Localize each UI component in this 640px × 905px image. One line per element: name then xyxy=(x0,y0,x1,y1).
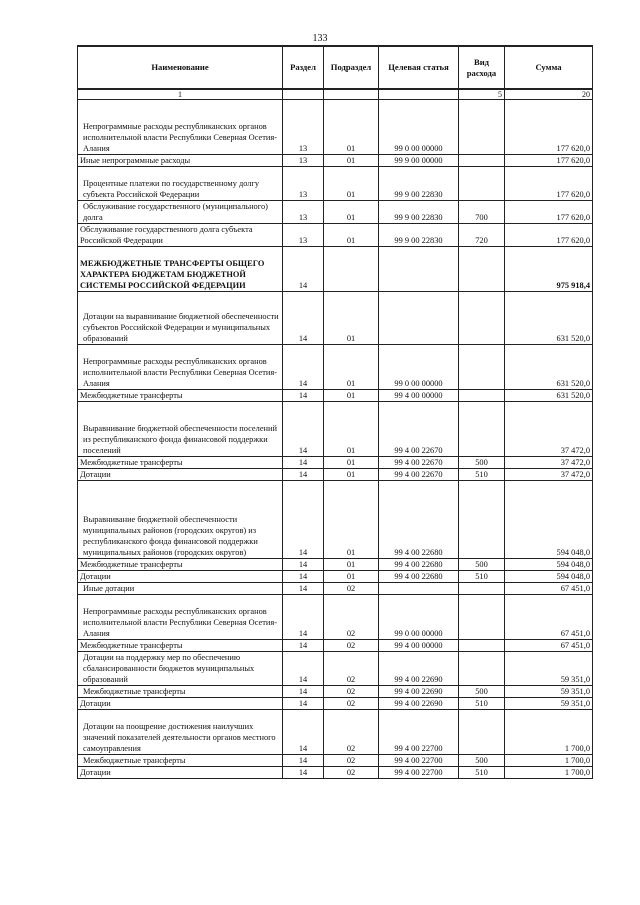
row-target-cell: 99 0 00 00000 xyxy=(379,595,459,640)
table-row xyxy=(78,469,593,481)
row-target-cell xyxy=(379,292,459,345)
row-name-cell: Обслуживание государственного (муниципального) долга xyxy=(78,201,283,224)
row-target-cell: 99 4 00 22690 xyxy=(379,686,459,698)
row-name-cell: Выравнивание бюджетной обеспеченности муниципальных районов (городских округов) из республиканского фонда финансовой поддержки муниципальных районов (городских округов) xyxy=(78,481,283,559)
table-row xyxy=(78,224,593,247)
row-target-cell: 99 0 00 00000 xyxy=(379,100,459,155)
row-subsection-cell: 02 xyxy=(324,686,379,698)
table-row xyxy=(78,755,593,767)
row-sum-cell: 594 048,0 xyxy=(505,481,593,559)
row-subsection-cell: 02 xyxy=(324,710,379,755)
row-target-cell: 99 0 00 00000 xyxy=(379,345,459,390)
row-target-cell: 99 4 00 00000 xyxy=(379,390,459,402)
row-target-cell xyxy=(379,247,459,292)
header-target: Целевая статья xyxy=(379,46,459,89)
header-section: Раздел xyxy=(283,46,324,89)
row-sum-cell: 631 520,0 xyxy=(505,345,593,390)
table-row xyxy=(78,710,593,755)
numbering-cell: 5 xyxy=(459,89,505,100)
row-type-cell xyxy=(459,595,505,640)
row-section-cell: 14 xyxy=(283,390,324,402)
row-subsection-cell: 01 xyxy=(324,402,379,457)
row-type-cell: 720 xyxy=(459,224,505,247)
row-target-cell: 99 4 00 22690 xyxy=(379,652,459,686)
header-row xyxy=(78,46,593,89)
table-row xyxy=(78,559,593,571)
row-name-cell: Непрограммные расходы республиканских органов исполнительной власти Республики Северная Осетия-Алания xyxy=(78,595,283,640)
numbering-cell xyxy=(283,89,324,100)
row-subsection-cell: 01 xyxy=(324,571,379,583)
table-row xyxy=(78,698,593,710)
row-sum-cell: 1 700,0 xyxy=(505,710,593,755)
row-type-cell xyxy=(459,247,505,292)
row-subsection-cell: 01 xyxy=(324,559,379,571)
row-type-cell xyxy=(459,345,505,390)
row-name-cell: Дотации xyxy=(78,469,283,481)
row-section-cell: 14 xyxy=(283,402,324,457)
row-sum-cell: 594 048,0 xyxy=(505,559,593,571)
row-section-cell: 14 xyxy=(283,247,324,292)
row-type-cell xyxy=(459,710,505,755)
row-subsection-cell: 01 xyxy=(324,481,379,559)
row-section-cell: 14 xyxy=(283,481,324,559)
row-name-cell: Дотации на выравнивание бюджетной обеспеченности субъектов Российской Федерации и муниципальных образований xyxy=(78,292,283,345)
row-type-cell: 510 xyxy=(459,571,505,583)
row-target-cell: 99 4 00 22680 xyxy=(379,571,459,583)
table-row xyxy=(78,345,593,390)
table-row xyxy=(78,571,593,583)
row-name-cell: Дотации xyxy=(78,767,283,779)
header-sum: Сумма xyxy=(505,46,593,89)
row-subsection-cell: 02 xyxy=(324,698,379,710)
row-target-cell: 99 4 00 22670 xyxy=(379,469,459,481)
row-sum-cell: 67 451,0 xyxy=(505,583,593,595)
header-subsection: Подраздел xyxy=(324,46,379,89)
row-section-cell: 14 xyxy=(283,686,324,698)
row-name-cell: Межбюджетные трансферты xyxy=(78,559,283,571)
row-type-cell xyxy=(459,640,505,652)
row-section-cell: 14 xyxy=(283,652,324,686)
row-sum-cell: 631 520,0 xyxy=(505,390,593,402)
row-subsection-cell: 02 xyxy=(324,595,379,640)
row-type-cell: 500 xyxy=(459,457,505,469)
row-sum-cell: 594 048,0 xyxy=(505,571,593,583)
numbering-row xyxy=(78,89,593,100)
row-sum-cell: 37 472,0 xyxy=(505,457,593,469)
row-section-cell: 13 xyxy=(283,155,324,167)
row-name-cell: Обслуживание государственного долга субъекта Российской Федерации xyxy=(78,224,283,247)
row-sum-cell: 59 351,0 xyxy=(505,686,593,698)
table-row xyxy=(78,686,593,698)
table-body xyxy=(78,100,593,779)
row-target-cell: 99 4 00 22690 xyxy=(379,698,459,710)
row-type-cell xyxy=(459,292,505,345)
row-sum-cell: 1 700,0 xyxy=(505,767,593,779)
row-subsection-cell: 02 xyxy=(324,583,379,595)
row-sum-cell: 37 472,0 xyxy=(505,469,593,481)
row-type-cell xyxy=(459,481,505,559)
row-name-cell: Непрограммные расходы республиканских органов исполнительной власти Республики Северная Осетия-Алания xyxy=(78,345,283,390)
row-type-cell: 500 xyxy=(459,755,505,767)
table-row xyxy=(78,201,593,224)
table-row xyxy=(78,292,593,345)
row-target-cell: 99 4 00 22700 xyxy=(379,755,459,767)
row-target-cell: 99 4 00 22680 xyxy=(379,481,459,559)
table-row xyxy=(78,100,593,155)
row-target-cell: 99 9 00 22830 xyxy=(379,167,459,201)
row-target-cell xyxy=(379,583,459,595)
row-target-cell: 99 9 00 22830 xyxy=(379,201,459,224)
row-name-cell: Межбюджетные трансферты xyxy=(78,755,283,767)
row-section-cell: 14 xyxy=(283,469,324,481)
row-section-cell: 13 xyxy=(283,201,324,224)
row-section-cell: 14 xyxy=(283,457,324,469)
row-subsection-cell: 01 xyxy=(324,100,379,155)
numbering-cell xyxy=(379,89,459,100)
row-section-cell: 14 xyxy=(283,595,324,640)
numbering-cell xyxy=(324,89,379,100)
row-name-cell: Непрограммные расходы республиканских органов исполнительной власти Республики Северная Осетия-Алания xyxy=(78,100,283,155)
table-row xyxy=(78,247,593,292)
row-subsection-cell: 01 xyxy=(324,457,379,469)
row-name-cell: Межбюджетные трансферты xyxy=(78,390,283,402)
table-row xyxy=(78,481,593,559)
row-sum-cell: 177 620,0 xyxy=(505,100,593,155)
row-section-cell: 14 xyxy=(283,559,324,571)
table-row xyxy=(78,595,593,640)
row-type-cell xyxy=(459,652,505,686)
numbering-cell: 20 xyxy=(505,89,593,100)
table-row xyxy=(78,652,593,686)
row-section-cell: 14 xyxy=(283,767,324,779)
row-name-cell: Дотации xyxy=(78,571,283,583)
row-section-cell: 14 xyxy=(283,292,324,345)
row-subsection-cell: 01 xyxy=(324,155,379,167)
row-name-cell: Выравнивание бюджетной обеспеченности поселений из республиканского фонда финансовой поддержки поселений xyxy=(78,402,283,457)
row-sum-cell: 177 620,0 xyxy=(505,224,593,247)
row-section-cell: 13 xyxy=(283,167,324,201)
row-section-cell: 14 xyxy=(283,345,324,390)
table-row xyxy=(78,767,593,779)
row-name-cell: МЕЖБЮДЖЕТНЫЕ ТРАНСФЕРТЫ ОБЩЕГО ХАРАКТЕРА БЮДЖЕТАМ БЮДЖЕТНОЙ СИСТЕМЫ РОССИЙСКОЙ ФЕДЕРАЦИИ xyxy=(78,247,283,292)
row-type-cell xyxy=(459,100,505,155)
row-section-cell: 14 xyxy=(283,640,324,652)
header-name: Наименование xyxy=(78,46,283,89)
row-sum-cell: 177 620,0 xyxy=(505,167,593,201)
row-name-cell: Межбюджетные трансферты xyxy=(78,457,283,469)
row-name-cell: Дотации на поддержку мер по обеспечению сбалансированности бюджетов муниципальных образований xyxy=(78,652,283,686)
row-type-cell: 700 xyxy=(459,201,505,224)
row-subsection-cell: 02 xyxy=(324,640,379,652)
row-name-cell: Иные дотации xyxy=(78,583,283,595)
page-number: 133 xyxy=(312,33,328,44)
table-row xyxy=(78,167,593,201)
table-row xyxy=(78,640,593,652)
row-section-cell: 14 xyxy=(283,583,324,595)
row-subsection-cell: 01 xyxy=(324,167,379,201)
row-type-cell xyxy=(459,167,505,201)
table-row xyxy=(78,155,593,167)
row-subsection-cell xyxy=(324,247,379,292)
row-target-cell: 99 9 00 22830 xyxy=(379,224,459,247)
row-subsection-cell: 01 xyxy=(324,390,379,402)
row-target-cell: 99 4 00 22680 xyxy=(379,559,459,571)
header-type: Вид расхода xyxy=(459,46,505,89)
row-sum-cell: 59 351,0 xyxy=(505,698,593,710)
row-type-cell xyxy=(459,583,505,595)
row-sum-cell: 177 620,0 xyxy=(505,201,593,224)
row-target-cell: 99 4 00 22700 xyxy=(379,767,459,779)
table-row xyxy=(78,390,593,402)
row-subsection-cell: 01 xyxy=(324,469,379,481)
numbering-cell: 1 xyxy=(78,89,283,100)
row-name-cell: Дотации xyxy=(78,698,283,710)
row-target-cell: 99 4 00 22670 xyxy=(379,402,459,457)
row-type-cell xyxy=(459,390,505,402)
row-sum-cell: 975 918,4 xyxy=(505,247,593,292)
row-section-cell: 14 xyxy=(283,698,324,710)
row-target-cell: 99 4 00 00000 xyxy=(379,640,459,652)
row-type-cell xyxy=(459,402,505,457)
row-type-cell xyxy=(459,155,505,167)
row-name-cell: Процентные платежи по государственному долгу субъекта Российской Федерации xyxy=(78,167,283,201)
table-row xyxy=(78,583,593,595)
row-name-cell: Межбюджетные трансферты xyxy=(78,640,283,652)
row-name-cell: Иные непрограммные расходы xyxy=(78,155,283,167)
row-subsection-cell: 01 xyxy=(324,345,379,390)
row-type-cell: 510 xyxy=(459,698,505,710)
row-type-cell: 510 xyxy=(459,767,505,779)
row-name-cell: Межбюджетные трансферты xyxy=(78,686,283,698)
row-section-cell: 14 xyxy=(283,755,324,767)
row-section-cell: 13 xyxy=(283,100,324,155)
row-section-cell: 14 xyxy=(283,710,324,755)
row-subsection-cell: 02 xyxy=(324,652,379,686)
row-type-cell: 510 xyxy=(459,469,505,481)
row-sum-cell: 177 620,0 xyxy=(505,155,593,167)
row-sum-cell: 67 451,0 xyxy=(505,640,593,652)
table-row xyxy=(78,402,593,457)
row-section-cell: 13 xyxy=(283,224,324,247)
row-type-cell: 500 xyxy=(459,686,505,698)
row-target-cell: 99 9 00 00000 xyxy=(379,155,459,167)
row-name-cell: Дотации на поощрение достижения наилучших значений показателей деятельности органов местного самоуправления xyxy=(78,710,283,755)
row-subsection-cell: 01 xyxy=(324,292,379,345)
row-section-cell: 14 xyxy=(283,571,324,583)
row-subsection-cell: 01 xyxy=(324,224,379,247)
row-sum-cell: 631 520,0 xyxy=(505,292,593,345)
budget-table xyxy=(77,45,593,779)
row-type-cell: 500 xyxy=(459,559,505,571)
row-sum-cell: 59 351,0 xyxy=(505,652,593,686)
row-target-cell: 99 4 00 22700 xyxy=(379,710,459,755)
row-sum-cell: 67 451,0 xyxy=(505,595,593,640)
row-subsection-cell: 02 xyxy=(324,755,379,767)
row-sum-cell: 1 700,0 xyxy=(505,755,593,767)
row-subsection-cell: 01 xyxy=(324,201,379,224)
row-subsection-cell: 02 xyxy=(324,767,379,779)
table-row xyxy=(78,457,593,469)
row-target-cell: 99 4 00 22670 xyxy=(379,457,459,469)
row-sum-cell: 37 472,0 xyxy=(505,402,593,457)
